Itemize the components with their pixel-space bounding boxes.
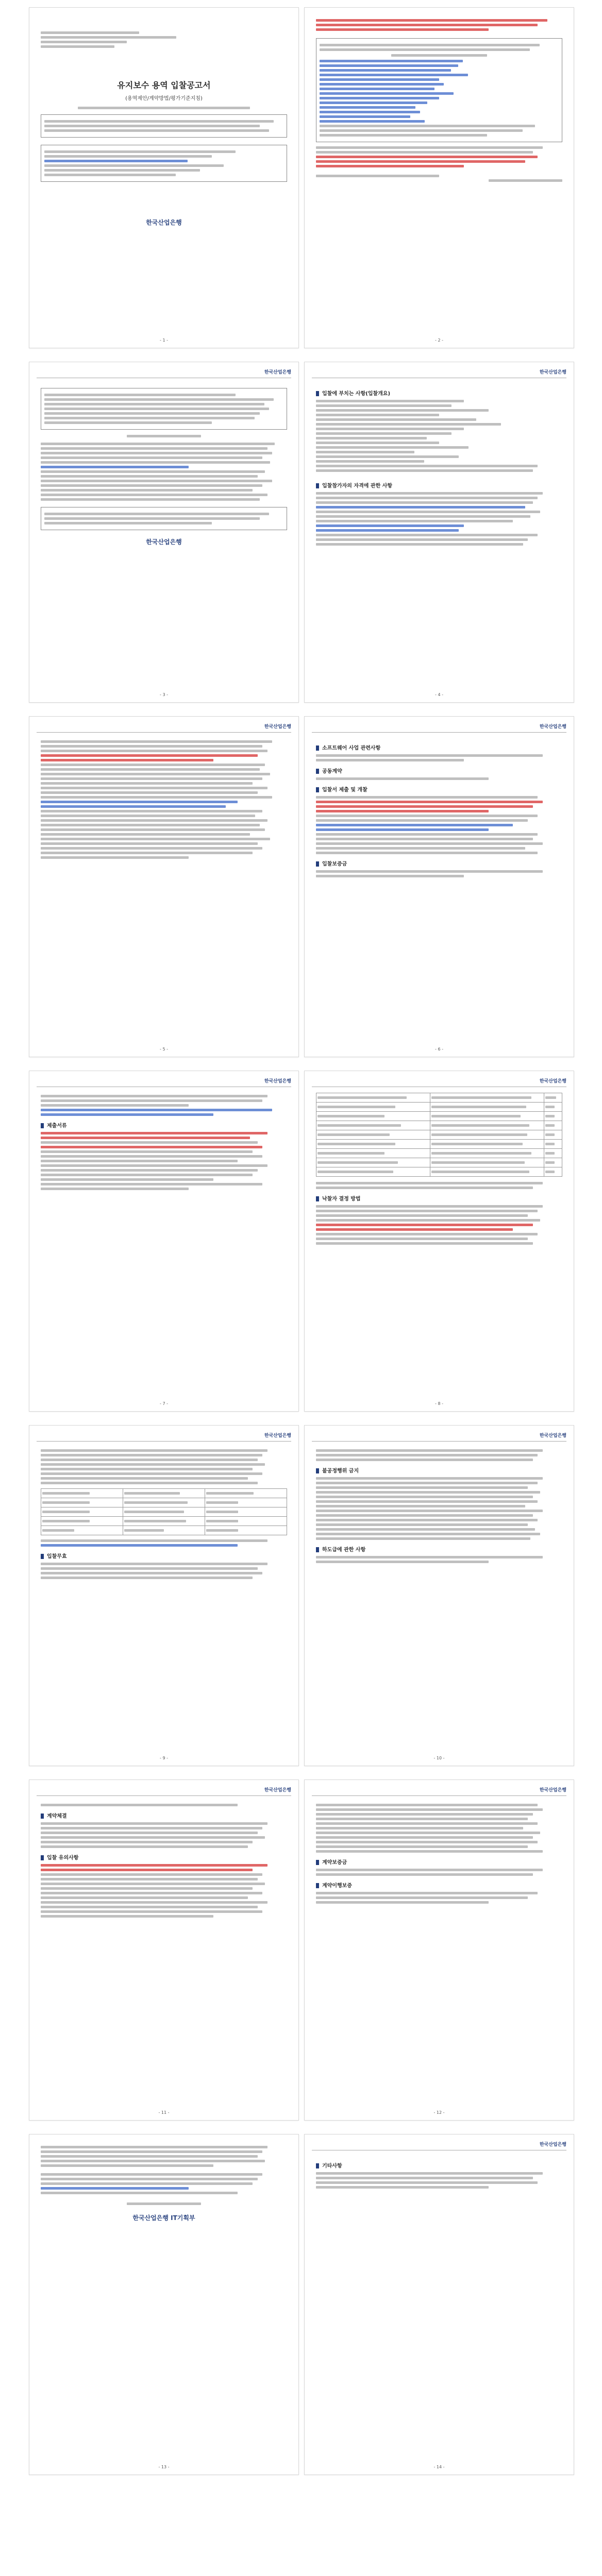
brand-logo: 한국산업은행	[146, 219, 182, 226]
section-heading: 기타사항	[316, 2161, 562, 2169]
page-number: - 12 -	[433, 2110, 445, 2115]
criteria-table	[316, 1093, 562, 1177]
header-logo: 한국산업은행	[539, 1079, 566, 1084]
section-heading: 입찰보증금	[316, 859, 562, 867]
brand-logo-bottom: 한국산업은행	[146, 538, 182, 546]
page-number: - 9 -	[160, 1756, 168, 1760]
page-number: - 5 -	[160, 1047, 168, 1052]
document-page-4	[304, 362, 574, 703]
document-page-12	[304, 1780, 574, 2121]
section-heading: 소프트웨어 사업 관련사항	[316, 743, 562, 751]
section-heading: 낙찰자 결정 방법	[316, 1194, 562, 1202]
section-heading: 하도급에 관한 사항	[316, 1545, 562, 1553]
section-heading: 공동계약	[316, 767, 562, 774]
document-page-8	[304, 1071, 574, 1412]
document-page-7	[29, 1071, 299, 1412]
page-number: - 8 -	[435, 1401, 443, 1406]
document-page-6	[304, 716, 574, 1057]
document-page-11	[29, 1780, 299, 2121]
page-number: - 11 -	[158, 2110, 170, 2115]
footer-org: 한국산업은행 IT기획부	[132, 2214, 195, 2222]
section-heading: 계약보증금	[316, 1858, 562, 1866]
weighting-table	[41, 1488, 287, 1535]
document-page-9	[29, 1425, 299, 1766]
header-logo: 한국산업은행	[539, 1433, 566, 1438]
header-logo: 한국산업은행	[539, 370, 566, 375]
header-logo: 한국산업은행	[264, 724, 291, 730]
section-heading: 제출서류	[41, 1121, 287, 1129]
page-number: - 4 -	[435, 692, 443, 697]
page-number: - 13 -	[158, 2465, 170, 2469]
section-heading: 입찰무효	[41, 1552, 287, 1560]
notice-box	[41, 114, 287, 138]
section-heading: 입찰에 부치는 사항(입찰개요)	[316, 389, 562, 397]
toc-box	[316, 38, 562, 142]
page-number: - 14 -	[433, 2465, 445, 2469]
page-number: - 10 -	[433, 1756, 445, 1760]
document-page-2	[304, 7, 574, 348]
section-heading: 입찰참가자의 자격에 관한 사항	[316, 481, 562, 489]
page-number: - 6 -	[435, 1047, 443, 1052]
page-subtitle: (용역제안/계약방법/평가기준지침)	[125, 96, 203, 101]
header-logo: 한국산업은행	[539, 1788, 566, 1793]
header-logo: 한국산업은행	[264, 1433, 291, 1438]
page-title: 유지보수 용역 입찰공고서	[117, 80, 211, 90]
section-heading: 입찰서 제출 및 개찰	[316, 785, 562, 793]
page-number: - 3 -	[160, 692, 168, 697]
section-heading: 입찰 유의사항	[41, 1853, 287, 1861]
document-page-10	[304, 1425, 574, 1766]
header-logo: 한국산업은행	[539, 724, 566, 730]
document-page-5	[29, 716, 299, 1057]
notice-box	[41, 388, 287, 430]
document-page-3	[29, 362, 299, 703]
header-logo: 한국산업은행	[539, 2142, 566, 2147]
header-logo: 한국산업은행	[264, 370, 291, 375]
document-page-14	[304, 2134, 574, 2475]
page-number: - 1 -	[160, 338, 168, 343]
page-number: - 7 -	[160, 1401, 168, 1406]
section-heading: 계약이행보증	[316, 1881, 562, 1889]
page-number: - 2 -	[435, 338, 443, 343]
section-heading: 계약체결	[41, 1811, 287, 1819]
document-page-1	[29, 7, 299, 348]
section-heading: 불공정행위 금지	[316, 1466, 562, 1474]
contact-box	[41, 145, 287, 182]
header-logo: 한국산업은행	[264, 1788, 291, 1793]
header-logo: 한국산업은행	[264, 1079, 291, 1084]
document-page-13	[29, 2134, 299, 2475]
